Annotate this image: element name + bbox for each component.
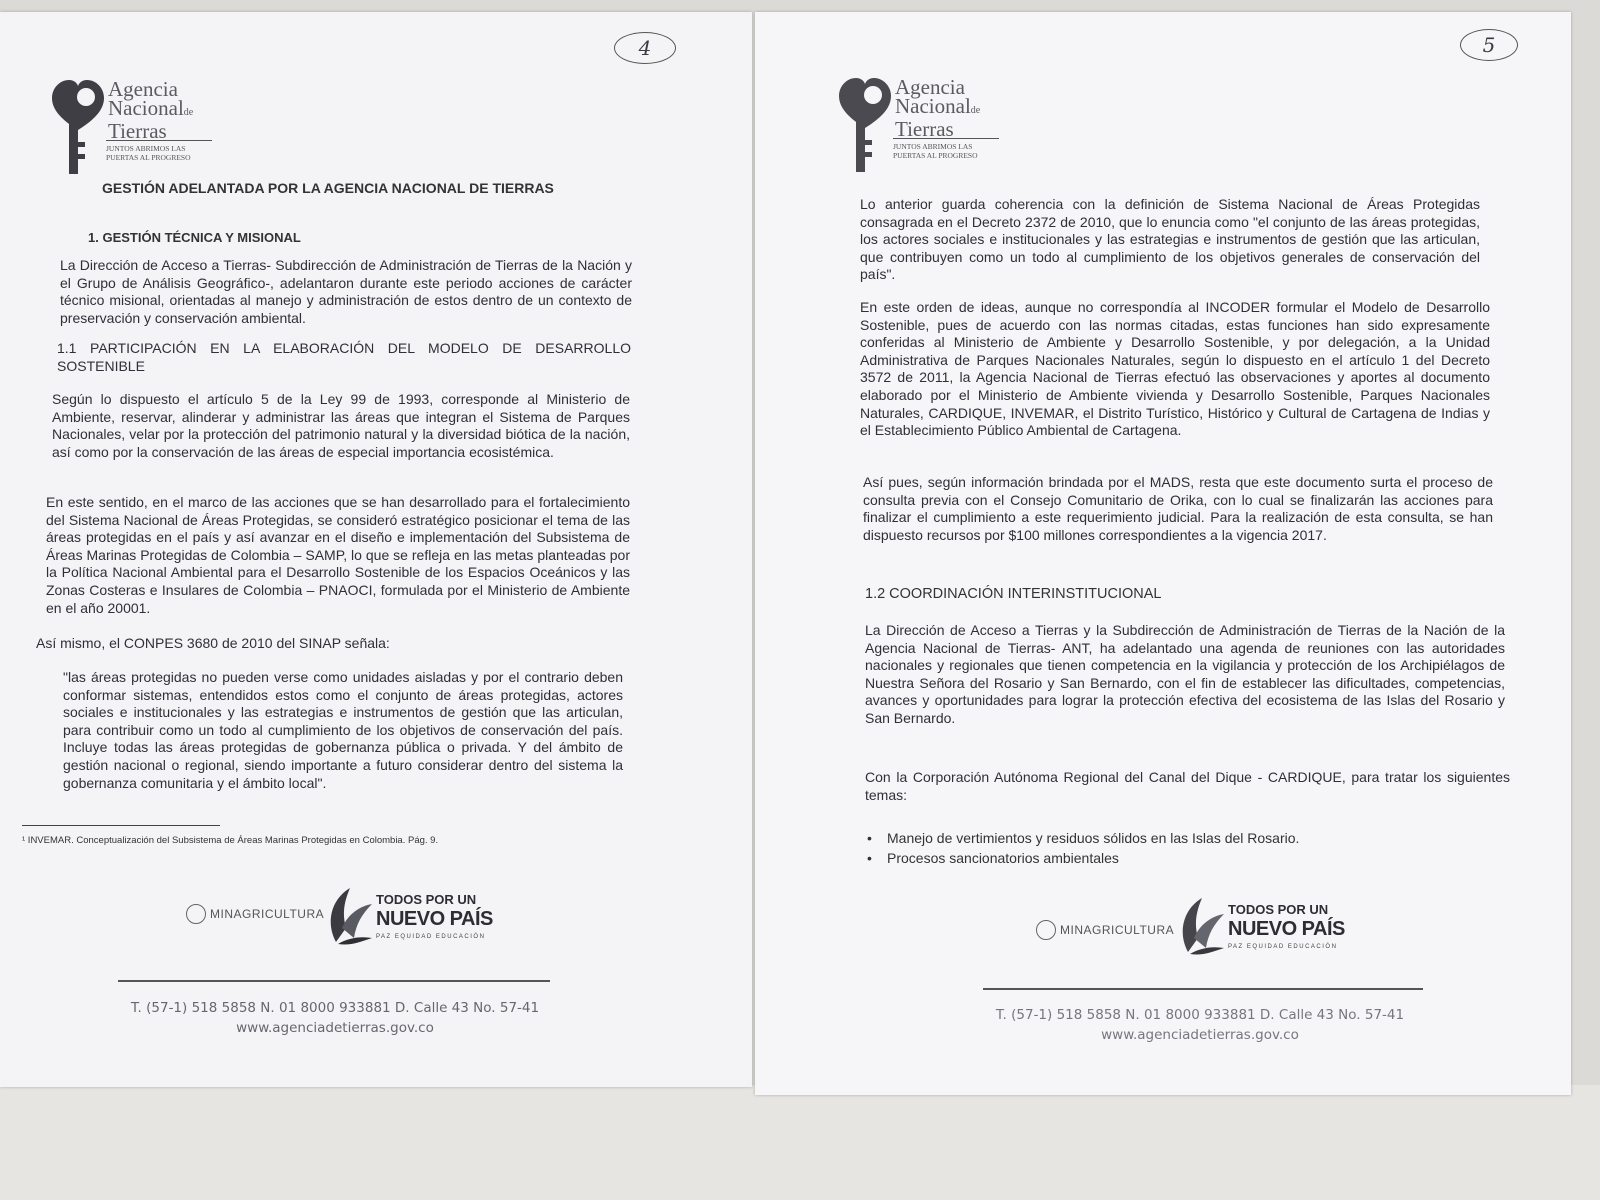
paragraph: Así mismo, el CONPES 3680 de 2010 del SINAP señala: [36, 635, 390, 651]
nuevo-pais-emblem-icon [1180, 894, 1226, 958]
logo-line2-suffix: de [970, 105, 981, 116]
nuevo-pais-emblem-icon [328, 884, 374, 948]
paragraph: La Dirección de Acceso a Tierras- Subdirección de Administración de Tierras de la Nación y el Grupo de Análisis Geográfico-, adelantaron durante este periodo acciones de carácter técnico misional, orientadas al manejo y administración de estos dentro de un contexto de preservación y conservación ambiental. [60, 257, 632, 326]
minagricultura-logo: MINAGRICULTURA [1036, 920, 1174, 940]
logo-line3: Tierras [108, 119, 167, 143]
subsection-heading: 1.1 PARTICIPACIÓN EN LA ELABORACIÓN DEL MODELO DE DESARROLLO SOSTENIBLE [57, 340, 631, 374]
table-surface [0, 1085, 1600, 1200]
seal-icon [186, 904, 206, 924]
paragraph: En este orden de ideas, aunque no correspondía al INCODER formular el Modelo de Desarrollo Sostenible, pues de acuerdo con las normas citadas, estas funciones han sido expresamente conferidas al Ministerio de Ambiente y Desarrollo Sostenible, y por delegación, a la Unidad Administrativa de Parques Nacionales Naturales, según lo dispuesto en el artículo 1 del Decreto 3572 de 2011, la Agencia Nacional de Tierras efectuó las observaciones y aportes al documento elaborado por el Ministerio de Ambiente vivienda y Desarrollo Sostenible, Parques Nacionales Naturales, CARDIQUE, INVEMAR, el Distrito Turístico, Histórico y Cultural de Cartagena de Indias y el Establecimiento Público Ambiental de Cartagena. [860, 299, 1490, 439]
contact-info [60, 998, 610, 1038]
list-item: • Procesos sancionatorios ambientales [865, 848, 1385, 868]
paragraph: La Dirección de Acceso a Tierras y la Subdirección de Administración de Tierras de la Nación de la Agencia Nacional de Tierras- ANT, ha adelantado una agenda de reuniones con las autoridades nacionales y regionales que tienen competencia en la vigilancia y protección de los Archipiélagos de Nuestra Señora del Rosario y San Bernardo, con el fin de establecer las dificultades, competencias, avances y oportunidades para lograr la protección efectiva del ecosistema de las Islas del Rosario y San Bernardo. [865, 622, 1505, 726]
website-link[interactable]: www.agenciadetierras.gov.co [1101, 1027, 1299, 1043]
logo-line1: Agencia [895, 75, 965, 99]
logo-divider [893, 138, 999, 139]
page-number: 4 [614, 32, 676, 64]
document-page-left [0, 12, 752, 1087]
todos-por-un-nuevo-pais-logo [328, 884, 528, 948]
paragraph: En este sentido, en el marco de las acciones que se han desarrollado para el fortalecimiento del Sistema Nacional de Áreas Protegidas, se consideró estratégico posicionar el tema de las áreas protegidas en el país y así avanzar en el diseño e implementación del Subsistema de Áreas Marinas Protegidas de Colombia – SAMP, lo que se refleja en las metas planteadas por la Política Nacional Ambiental para el Desarrollo Sostenible de los Espacios Oceánicos y las Zonas Costeras e Insulares de Colombia – PNAOCI, formulada por el Ministerio de Ambiente en el año 20001. [46, 494, 630, 616]
logo-tagline: JUNTOS ABRIMOS LAS PUERTAS AL PROGRESO [893, 142, 978, 160]
subsection-heading: 1.2 COORDINACIÓN INTERINSTITUCIONAL [865, 586, 1162, 602]
seal-icon [1036, 920, 1056, 940]
logo-line3: Tierras [895, 117, 954, 141]
todos-line2: NUEVO PAÍS [1228, 918, 1345, 940]
footer-rule [118, 980, 550, 982]
footnote: ¹ INVEMAR. Conceptualización del Subsistema de Áreas Marinas Protegidas en Colombia. Pág. 9. [22, 835, 439, 846]
paragraph: Con la Corporación Autónoma Regional del Canal del Dique - CARDIQUE, para tratar los siguientes temas: [865, 769, 1510, 803]
agency-logo [839, 75, 1019, 168]
logo-line1: Agencia [108, 77, 178, 101]
website-link[interactable]: www.agenciadetierras.gov.co [236, 1020, 434, 1036]
blockquote: "las áreas protegidas no pueden verse como unidades aisladas y por el contrario deben conformar sistemas, entendidos estos como el conjunto de áreas protegidas, actores sociales e institucionales y las estrategias e instrumentos de gestión que las articulan, para contribuir como un todo al cumplimiento de los objetivos de conservación del país. Incluye todas las áreas protegidas de gobernanza pública o privada. Y del ámbito de gestión nacional o regional, siendo importante a futuro considerar dentro del sistema la gobernanza comunitaria y el ámbito local". [63, 669, 623, 791]
brand-row [180, 874, 540, 954]
key-heart-icon [839, 78, 891, 176]
document-page-right [755, 12, 1571, 1095]
paragraph: Según lo dispuesto el artículo 5 de la Ley 99 de 1993, corresponde al Ministerio de Ambiente, reservar, alinderar y administrar las áreas que integran el Sistema de Parques Nacionales, velar por la protección del patrimonio natural y la diversidad biótica de la nación, así como por la conservación de las áreas de especial importancia ecosistémica. [52, 391, 630, 460]
contact-line: T. (57-1) 518 5858 N. 01 8000 933881 D. Calle 43 No. 57-41 [130, 1000, 540, 1016]
agency-logo [52, 77, 232, 170]
brand-row [1030, 890, 1390, 970]
todos-line2: NUEVO PAÍS [376, 908, 493, 930]
footer-rule [983, 988, 1423, 990]
todos-line1: TODOS POR UN [1228, 902, 1329, 917]
logo-line2: Nacional [895, 94, 971, 118]
logo-line2: Nacional [108, 96, 184, 120]
todos-line3: PAZ EQUIDAD EDUCACIÓN [376, 934, 486, 940]
section-heading: 1. GESTIÓN TÉCNICA Y MISIONAL [88, 230, 301, 245]
contact-info [925, 1005, 1475, 1045]
todos-line1: TODOS POR UN [376, 892, 477, 907]
topics-list [865, 828, 1385, 868]
logo-line2-suffix: de [183, 107, 194, 118]
paragraph: Lo anterior guarda coherencia con la definición de Sistema Nacional de Áreas Protegidas consagrada en el Decreto 2372 de 2010, que lo enuncia como "el conjunto de las áreas protegidas, los actores sociales e institucionales y las estrategias e instrumentos de gestión que las articulan, que contribuyen como un todo al cumplimiento de los objetivos generales de conservación del país". [860, 196, 1480, 283]
minagricultura-logo: MINAGRICULTURA [186, 904, 324, 924]
list-item: • Manejo de vertimientos y residuos sólidos en las Islas del Rosario. [865, 828, 1385, 848]
paragraph: Así pues, según información brindada por el MADS, resta que este documento surta el proceso de consulta previa con el Consejo Comunitario de Orika, con lo cual se finalizarán las acciones para finalizar el cumplimiento a este requerimiento judicial. Para la realización de esta consulta, se han dispuesto recursos por $100 millones correspondientes a la vigencia 2017. [863, 474, 1493, 543]
page-number: 5 [1460, 29, 1518, 61]
contact-line: T. (57-1) 518 5858 N. 01 8000 933881 D. Calle 43 No. 57-41 [995, 1007, 1405, 1023]
footnote-rule [22, 825, 220, 826]
todos-por-un-nuevo-pais-logo [1180, 894, 1380, 958]
todos-line3: PAZ EQUIDAD EDUCACIÓN [1228, 944, 1338, 950]
document-title: GESTIÓN ADELANTADA POR LA AGENCIA NACIONAL DE TIERRAS [102, 180, 554, 196]
key-heart-icon [52, 80, 104, 178]
logo-divider [106, 140, 212, 141]
logo-tagline: JUNTOS ABRIMOS LAS PUERTAS AL PROGRESO [106, 144, 191, 162]
